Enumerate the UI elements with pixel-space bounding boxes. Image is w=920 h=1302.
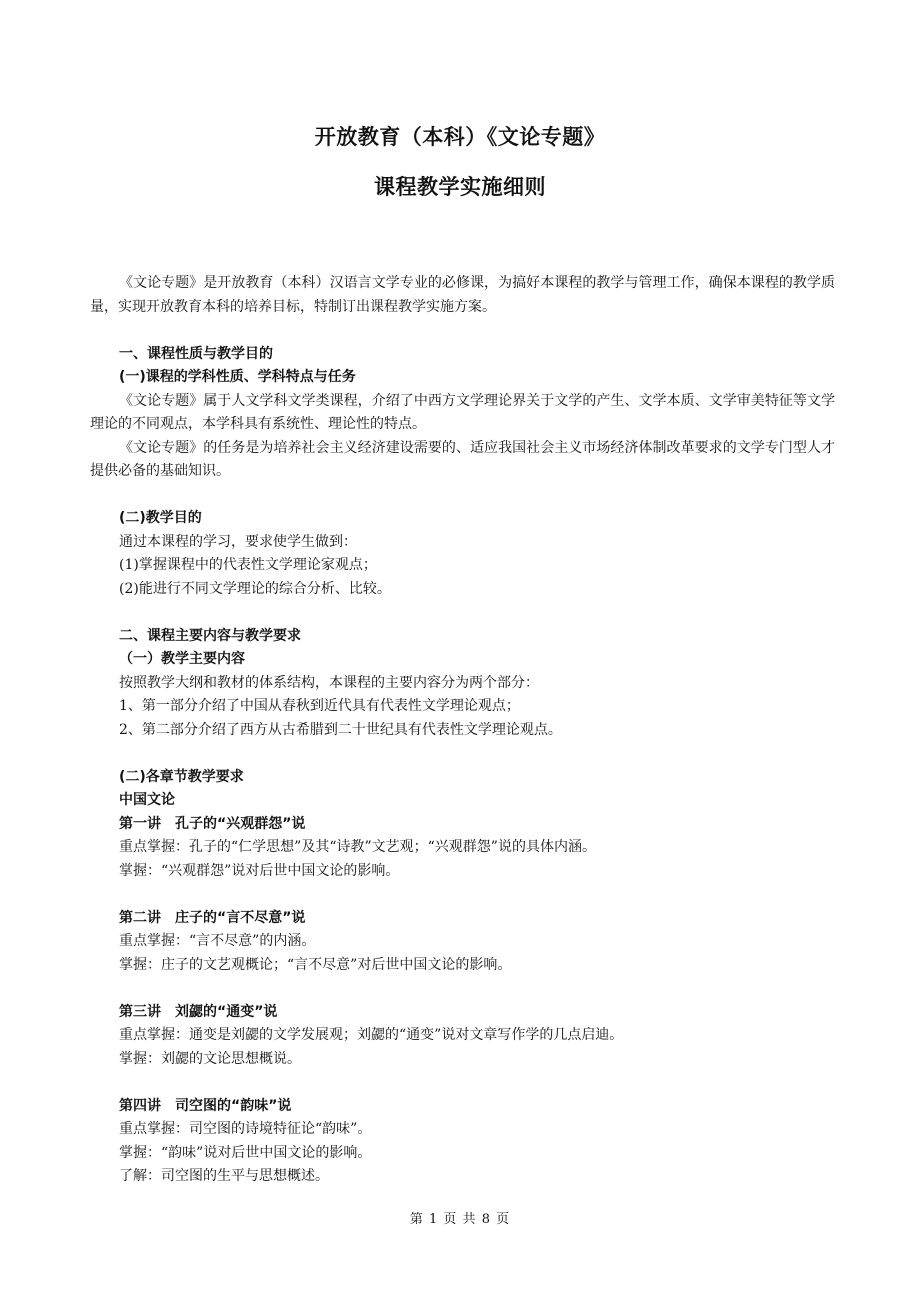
section1-heading: 一、课程性质与教学目的 (119, 345, 273, 362)
lecture-line: 掌握：“韵味”说对后世中国文论的影响。 (119, 1144, 372, 1161)
section1-sub1-paragraph-1: 《文论专题》属于人文学科文学类课程，介绍了中西方文学理论界关于文学的产生、文学本质、文学审美特征等文学理论的不同观点，本学科具有系统性、理论性的特点。 (90, 392, 835, 432)
section2-sub1-line: 2、第二部分介绍了西方从古希腊到二十世纪具有代表性文学理论观点。 (119, 721, 562, 738)
section1-sub2-line: 通过本课程的学习，要求使学生做到： (119, 533, 357, 550)
lecture-line: 掌握：刘勰的文论思想概说。 (119, 1050, 301, 1067)
section2-sub1-line: 1、第一部分介绍了中国从春秋到近代具有代表性文学理论观点； (119, 698, 520, 714)
section1-sub1-heading: (一)课程的学科性质、学科特点与任务 (119, 369, 356, 385)
document-subtitle: 课程教学实施细则 (374, 175, 546, 199)
section1-sub2-line: (2)能进行不同文学理论的综合分析、比较。 (119, 580, 391, 597)
section2-sub2-heading: (二)各章节教学要求 (119, 768, 244, 785)
document-body (90, 272, 835, 1189)
section2-heading: 二、课程主要内容与教学要求 (119, 627, 301, 644)
lecture-title: 第一讲 孔子的“兴观群怨”说 (119, 815, 306, 832)
page-number-footer: 第 1 页 共 8 页 (409, 1212, 511, 1227)
intro-paragraph: 《文论专题》是开放教育（本科）汉语言文学专业的必修课，为搞好本课程的教学与管理工作，确保本课程的教学质量，实现开放教育本科的培养目标，特制订出课程教学实施方案。 (90, 275, 835, 315)
lecture-line: 重点掌握：孔子的“仁学思想”及其“诗教”文艺观；“兴观群怨”说的具体内涵。 (119, 839, 596, 855)
lecture-line: 重点掌握：“言不尽意”的内涵。 (119, 933, 316, 949)
lecture-line: 重点掌握：司空图的诗境特征论“韵味”。 (119, 1121, 372, 1137)
lecture-line: 了解：司空图的生平与思想概述。 (119, 1168, 329, 1184)
chinese-theory-heading: 中国文论 (119, 792, 175, 808)
lecture-line: 掌握：庄子的文艺观概论；“言不尽意”对后世中国文论的影响。 (119, 956, 512, 973)
lecture-title: 第二讲 庄子的“言不尽意”说 (119, 909, 306, 926)
document-title: 开放教育（本科）《文论专题》 (314, 125, 606, 149)
lecture-line: 掌握：“兴观群怨”说对后世中国文论的影响。 (119, 862, 400, 879)
section2-sub1-heading: （一）教学主要内容 (119, 651, 245, 667)
section2-sub1-line: 按照教学大纲和教材的体系结构，本课程的主要内容分为两个部分： (119, 674, 539, 691)
lecture-title: 第四讲 司空图的“韵味”说 (119, 1097, 292, 1114)
section1-sub2-line: (1)掌握课程中的代表性文学理论家观点； (119, 557, 377, 573)
section1-sub2-heading: (二)教学目的 (119, 510, 202, 526)
section1-sub1-paragraph-2: 《文论专题》的任务是为培养社会主义经济建设需要的、适应我国社会主义市场经济体制改革要求的文学专门型人才提供必备的基础知识。 (90, 439, 835, 479)
lecture-title: 第三讲 刘勰的“通变”说 (119, 1003, 278, 1020)
lecture-line: 重点掌握：通变是刘勰的文学发展观；刘勰的“通变”说对文章写作学的几点启迪。 (119, 1027, 624, 1043)
